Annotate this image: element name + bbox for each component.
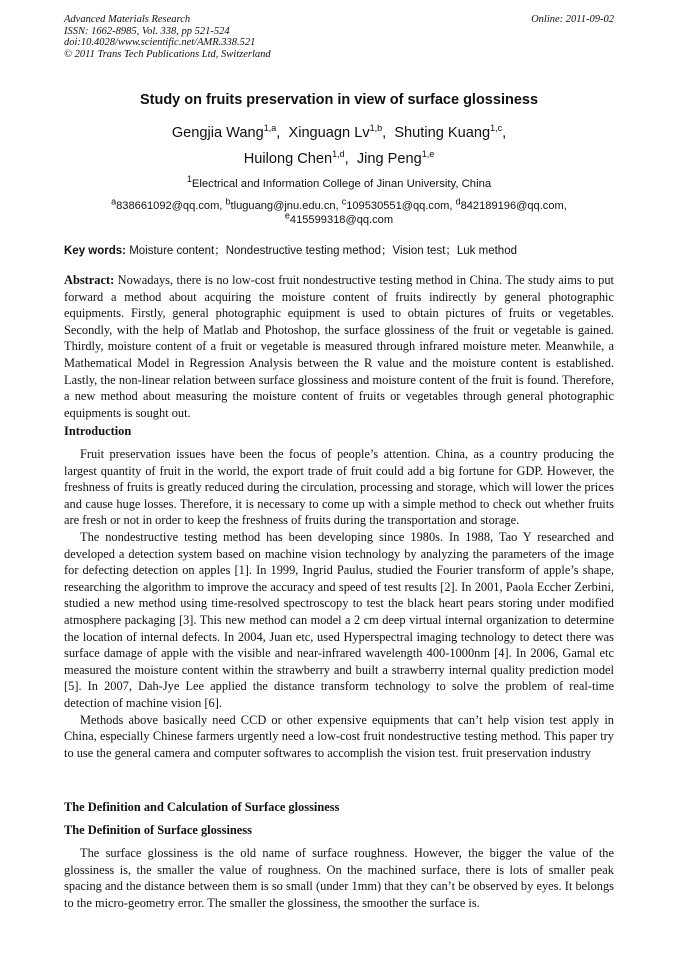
author-sup: 1,d	[332, 149, 345, 160]
journal-name: Advanced Materials Research	[64, 14, 191, 25]
email-link[interactable]: 415599318@qq.com	[289, 214, 394, 226]
online-date: Online: 2011-09-02	[531, 14, 614, 25]
section-heading-introduction: Introduction	[64, 424, 132, 438]
author-sup: 1,a	[263, 123, 277, 134]
subsection-heading-definition: The Definition of Surface glossiness	[64, 823, 252, 837]
keywords-label: Key words:	[64, 245, 126, 257]
author-name: Huilong Chen	[243, 151, 333, 167]
paragraph: The nondestructive testing method has been developing since 1980s. In 1988, Tao Y researched and developed a detection system based on machine vision technology by analyzing the parameters of the image for defecting detection on apples [1]. In 1999, Ingrid Paulus, studied the Fourier transform of apple’s shape, researching the algorithm to improve the accuracy and speed of test results [2]. In 2001, Paola Eccher Zerbini, studied a new method using time-resolved spectroscopy to test the black heart pears storing under modified atmosphere packaging [3]. This new method can model a 2 cm deep virtual internal organization to determine the location of internal defects. In 2004, Juan etc, used Hyperspectral imaging technology to detect there was surface damage of apple with the visible and near-infrared wavelength 400-1000nm [4]. In 2006, Gamal etc measured the moisture content within the strawberry and built a strawberry internal quality prediction model [5]. In 2007, Dah-Jye Lee applied the distance transform technology to solve the problem of real-time detection of machine vision [6].	[64, 529, 614, 710]
author-name: Gengjia Wang	[171, 125, 264, 141]
introduction-body	[64, 446, 614, 761]
author-line-2: Huilong Chen$^{1,d}$, Jing Peng$^{1,e}$	[243, 149, 435, 167]
email-link[interactable]: tluguang@jnu.edu.cn,	[230, 200, 339, 212]
paragraph: Fruit preservation issues have been the focus of people’s attention. China, as a country producing the largest quantity of fruit in the world, the export trade of fruit could add a big fortune for GDP. However, the freshness of fruits is greatly reduced during the circulation, processing and storage, which will lower the prices and cause huge losses. Therefore, it is necessary to come up with a simple method to check out whether fruits are fresh or not in order to keep the freshness of fruits during the transportation and storage.	[64, 447, 614, 528]
author-name: Xinguagn Lv	[288, 125, 370, 141]
author-sup: 1,e	[421, 149, 435, 160]
keywords	[64, 242, 614, 258]
paper-title: Study on fruits preservation in view of surface glossiness	[139, 92, 539, 108]
issn: ISSN: 1662-8985, Vol. 338, pp 521-524	[64, 25, 230, 37]
abstract	[64, 272, 614, 421]
paragraph: Methods above basically need CCD or other expensive equipments that can’t help vision test apply in China, especially Chinese farmers urgently need a low-cost fruit nondestructive testing method. This paper try to use the general camera and computer softwares to accomplish the vision test. fruit preservation industry	[64, 712, 614, 760]
affiliation	[64, 174, 614, 190]
author-name: Jing Peng	[356, 151, 422, 167]
doi: doi:10.4028/www.scientific.net/AMR.338.521	[64, 37, 256, 49]
keywords-text: Moisture content；Nondestructive testing method；Vision test；Luk method	[126, 245, 517, 257]
abstract-label: Abstract:	[64, 273, 115, 287]
email-link[interactable]: 838661092@qq.com,	[116, 200, 223, 212]
journal-header	[64, 14, 614, 60]
affiliation-text: Electrical and Information College of Jinan University, China	[191, 178, 492, 190]
section-heading-definition-calculation: The Definition and Calculation of Surface glossiness	[64, 800, 340, 814]
author-sup: 1,c	[490, 123, 503, 134]
author-sup: 1,b	[369, 123, 383, 134]
definition-body	[64, 845, 614, 911]
affiliation-sup: 1	[186, 174, 192, 185]
abstract-text: Nowadays, there is no low-cost fruit nondestructive testing method in China. The study aims to put forward a method about acquiring the moisture content of fruits indirectly by general photographic equipments. Firstly, general photographic equipment is used to obtain pictures of fruits or vegetables. Secondly, with the help of Matlab and Photoshop, the surface glossiness of the fruit or vegetable is gained. Thirdly, moisture content of a fruit or vegetable is measured through infrared moisture meter. Meanwhile, a Mathematical Model in Regression Analysis between the R value and the moisture content is established. Lastly, the non-linear relation between surface glossiness and moisture content of the fruit is found. Therefore, a new method about measuring the moisture content of fruits or vegetables through general photographic equipments is sought out.	[64, 273, 614, 420]
author-line-1: Gengjia Wang$^{1,a}$, Xinguagn Lv$^{1,b}$, Shuting Kuang$^{1,c}$,	[171, 123, 507, 141]
author-name: Shuting Kuang	[394, 125, 491, 141]
email-link[interactable]: 109530551@qq.com,	[346, 200, 453, 212]
email-link[interactable]: 842189196@qq.com,	[460, 200, 567, 212]
author-emails: $^a$838661092@qq.com, $^b$tluguang@jnu.edu.cn, $^c$109530551@qq.com, $^d$842189196@qq.com, $^e$415599318@qq.com	[111, 196, 567, 226]
paragraph: The surface glossiness is the old name of surface roughness. However, the bigger the value of the glossiness is, the smaller the value of roughness. On the machined surface, there is lots of smaller peak spacing and the distance between them is so small (under 1mm) that they can’t be observed by eyes. It belongs to the micro-geometry error. The smaller the glossiness, the smoother the surface is.	[64, 846, 614, 910]
copyright: © 2011 Trans Tech Publications Ltd, Switzerland	[64, 48, 271, 60]
